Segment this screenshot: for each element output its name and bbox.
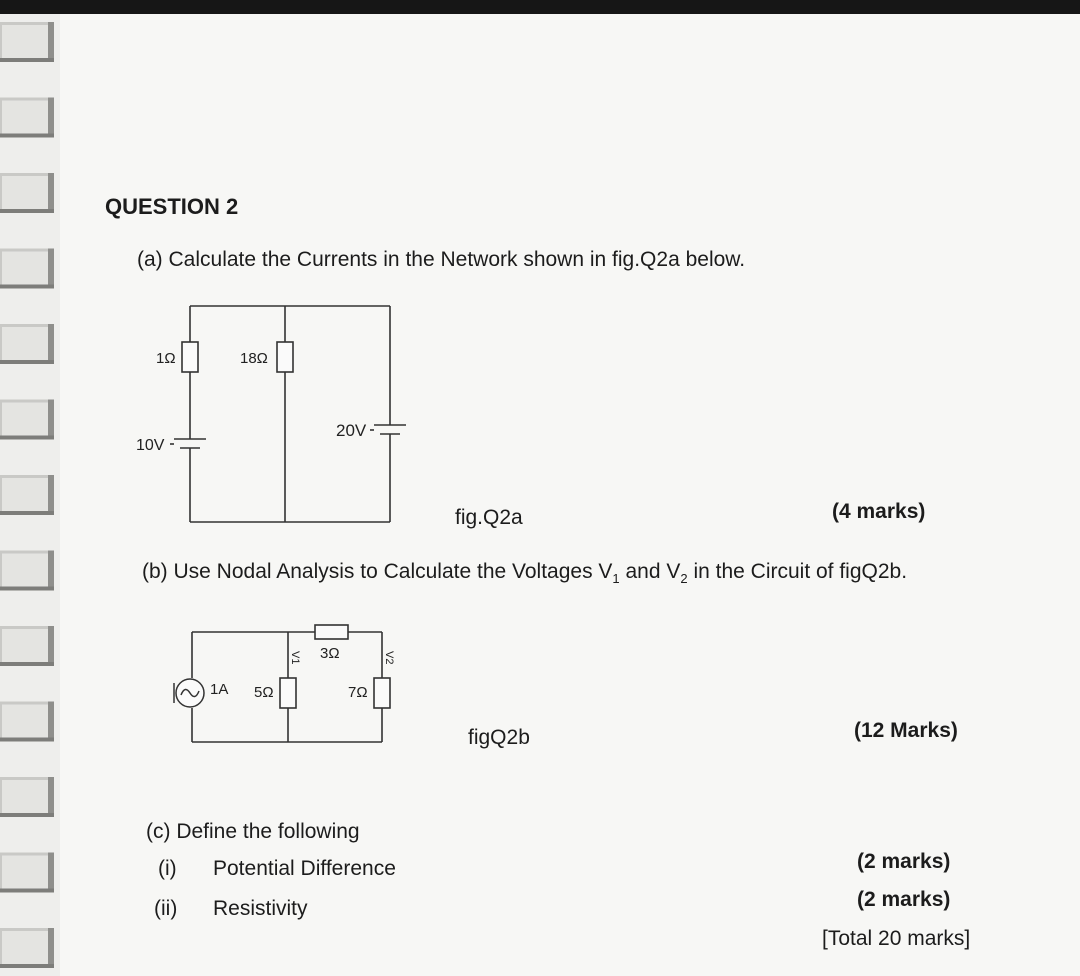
question-title: QUESTION 2	[105, 194, 239, 219]
label-18ohm: 18Ω	[240, 350, 268, 367]
subscript-2: 2	[680, 571, 688, 587]
label-v1-node: V1	[289, 651, 301, 665]
binding-ring	[0, 173, 54, 213]
part-c-item-2-marks: (2 marks)	[857, 888, 951, 911]
binding-ring	[0, 475, 54, 515]
total-marks: [Total 20 marks]	[822, 927, 971, 950]
subscript-1: 1	[612, 571, 620, 587]
part-b-prompt-tail: in the Circuit of figQ2b.	[687, 560, 908, 583]
label-1ohm: 1Ω	[156, 350, 176, 367]
part-a-marks: (4 marks)	[832, 500, 926, 523]
part-c-item-1-marks: (2 marks)	[857, 850, 951, 873]
current-source-1a	[174, 679, 204, 707]
binding-ring	[0, 551, 54, 591]
fig-q2b-label: figQ2b	[468, 726, 530, 749]
part-c-prompt: (c) Define the following	[146, 820, 360, 843]
label-7ohm: 7Ω	[348, 684, 368, 701]
binding-ring	[0, 400, 54, 440]
battery-10v	[170, 439, 206, 448]
resistor-1ohm	[182, 342, 198, 372]
binding-ring	[0, 98, 54, 138]
binding-ring	[0, 249, 54, 289]
resistor-3ohm	[315, 625, 348, 639]
part-b-prompt	[142, 560, 907, 586]
spiral-binding	[0, 14, 60, 976]
fig-q2a-label: fig.Q2a	[455, 506, 523, 529]
binding-ring	[0, 777, 54, 817]
part-c-item-2-num: (ii)	[154, 897, 178, 920]
part-b-prompt-lead: (b) Use Nodal Analysis to Calculate the Voltages V	[142, 560, 613, 583]
resistor-18ohm	[277, 342, 293, 372]
binding-ring	[0, 928, 54, 968]
label-20v: 20V	[336, 421, 367, 440]
binding-ring	[0, 853, 54, 893]
binding-ring	[0, 22, 54, 62]
label-1a: 1A	[210, 681, 229, 698]
top-dark-edge	[0, 0, 1080, 14]
binding-ring	[0, 626, 54, 666]
binding-ring	[0, 324, 54, 364]
part-c-item-2-text: Resistivity	[213, 897, 308, 920]
label-v2-node: V2	[383, 651, 395, 665]
part-c-item-1-num: (i)	[158, 857, 177, 880]
binding-ring	[0, 702, 54, 742]
part-c-item-1-text: Potential Difference	[213, 857, 396, 880]
part-b-marks: (12 Marks)	[854, 719, 958, 742]
circuit-fig-q2b	[170, 615, 410, 755]
resistor-5ohm	[280, 678, 296, 708]
resistor-7ohm	[374, 678, 390, 708]
label-5ohm: 5Ω	[254, 684, 274, 701]
circuit-fig-q2a	[130, 295, 420, 535]
part-b-prompt-and: and V	[619, 560, 681, 583]
label-3ohm: 3Ω	[320, 645, 340, 662]
part-a-prompt: (a) Calculate the Currents in the Network shown in fig.Q2a below.	[137, 248, 746, 271]
label-10v: 10V	[136, 437, 165, 454]
battery-20v	[370, 425, 406, 434]
